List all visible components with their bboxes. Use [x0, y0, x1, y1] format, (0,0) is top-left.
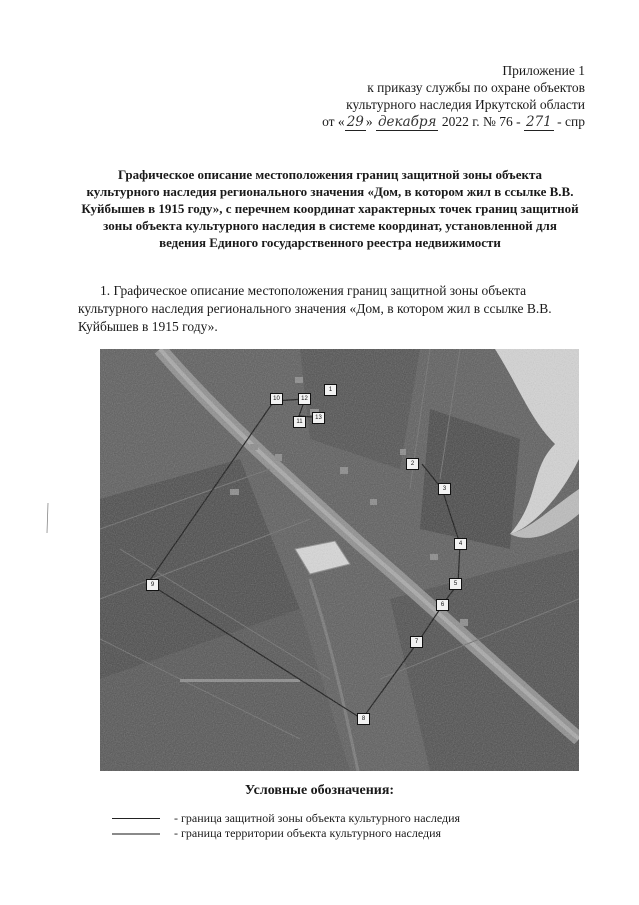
point-label-11: 11 — [293, 416, 306, 428]
order-suffix: - спр — [557, 114, 585, 129]
point-label-7: 7 — [410, 636, 423, 648]
legend-line-grey — [112, 833, 160, 835]
appendix-order-line — [165, 113, 585, 131]
point-label-12: 12 — [298, 393, 311, 405]
point-label-8: 8 — [357, 713, 370, 725]
point-label-2: 2 — [406, 458, 419, 470]
legend-item-label: - граница территории объекта культурного наследия — [174, 826, 442, 840]
order-day: 29 — [346, 114, 364, 130]
appendix-line-1: Приложение 1 — [502, 63, 585, 78]
order-number: 271 — [526, 114, 552, 130]
legend-line-dark — [112, 818, 160, 819]
point-label-9: 9 — [146, 579, 159, 591]
margin-scan-mark — [46, 503, 49, 533]
legend-title: Условные обозначения: — [244, 783, 395, 798]
legend-item-object-territory — [112, 826, 592, 840]
point-label-6: 6 — [436, 599, 449, 611]
map-canvas — [100, 349, 579, 771]
legend-item-protection-zone — [112, 811, 592, 825]
point-label-13: 13 — [312, 412, 325, 424]
satellite-map — [100, 349, 579, 771]
point-label-5: 5 — [449, 578, 462, 590]
appendix-line-3: культурного наследия Иркутской области — [346, 97, 585, 112]
legend-item-label: - граница защитной зоны объекта культурного наследия — [174, 811, 461, 825]
appendix-header — [165, 62, 585, 131]
document-title: Графическое описание местоположения границ защитной зоны объекта культурного наследия регионального значения «Дом, в котором жил в ссылке В.В. Куйбышев в 1915 году», с перечнем координат характерных точек границ защитной зоны объекта культурного наследия в системе координат, установленной для ведения Единого государственного реестра недвижимости — [81, 167, 579, 250]
point-label-1: 1 — [324, 384, 337, 396]
section-paragraph-text: 1. Графическое описание местоположения границ защитной зоны объекта культурного наследия регионального значения «Дом, в котором жил в ссылке В.В. Куйбышев в 1915 году». — [78, 283, 552, 334]
section-paragraph — [78, 282, 583, 336]
date-prefix: от « — [322, 114, 345, 129]
point-label-10: 10 — [270, 393, 283, 405]
order-year-part: 2022 г. № 76 - — [441, 114, 521, 129]
point-label-3: 3 — [438, 483, 451, 495]
point-label-4: 4 — [454, 538, 467, 550]
order-month: декабря — [378, 114, 437, 130]
appendix-line-2: к приказу службы по охране объектов — [367, 80, 585, 95]
date-mid: » — [365, 114, 373, 129]
